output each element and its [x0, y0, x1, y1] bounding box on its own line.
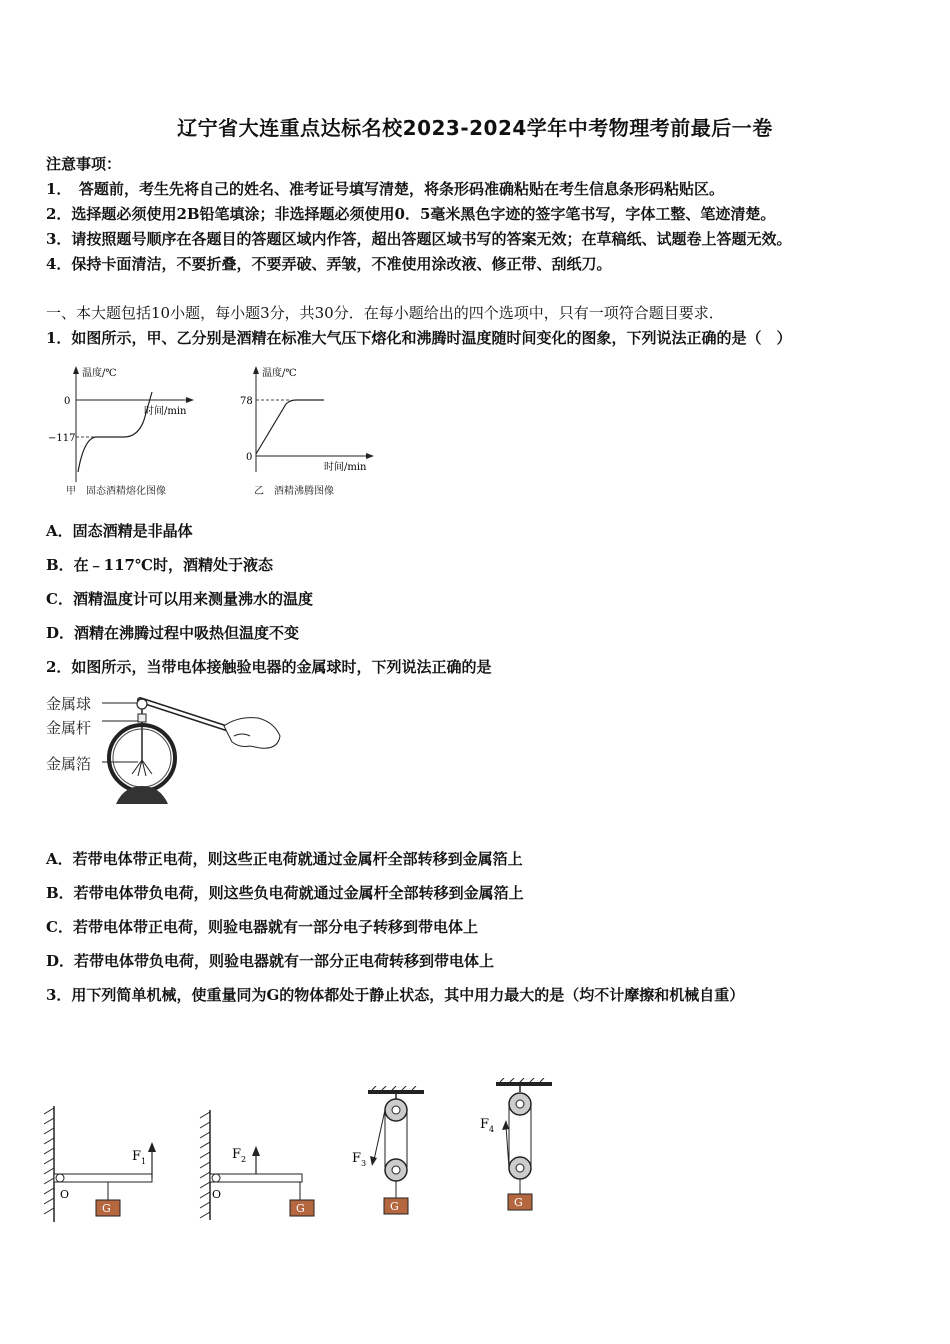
force-f3-label: F: [352, 1151, 362, 1166]
force-f2-sub: 2: [241, 1155, 247, 1164]
notice-item: 3．请按照题号顺序在各题目的答题区域内作答，超出答题区域书写的答案无效；在草稿纸、试题卷上答题无效。: [46, 230, 792, 248]
melting-graph: [40, 362, 200, 502]
label-metal-ball: 金属球: [46, 695, 92, 713]
force-f4-label: F: [480, 1117, 490, 1132]
question-2-stem: 2．如图所示，当带电体接触验电器的金属球时，下列说法正确的是: [46, 658, 492, 676]
q1-option-b: B．在﹣117℃时，酒精处于液态: [46, 556, 273, 574]
weight-g-label: G: [102, 1202, 111, 1215]
graph-b-tick-78: 78: [240, 396, 253, 407]
weight-g-label: G: [514, 1196, 523, 1209]
page-title: 辽宁省大连重点达标名校2023-2024学年中考物理考前最后一卷: [177, 116, 773, 140]
pulley-4-figure: [474, 1078, 554, 1220]
graph-a-tick-neg: −117: [48, 433, 76, 444]
section-heading: 一、本大题包括10小题，每小题3分，共30分．在每小题给出的四个选项中，只有一项符合题目要求．: [46, 304, 724, 322]
q1-option-a: A．固态酒精是非晶体: [46, 522, 193, 540]
question-3-stem: 3．用下列简单机械，使重量同为G的物体都处于静止状态，其中用力最大的是（均不计摩擦和机械自重）: [46, 986, 745, 1004]
pivot-o-label: O: [212, 1188, 222, 1201]
graph-b-tick-0: 0: [246, 452, 253, 463]
weight-g-label: G: [296, 1202, 305, 1215]
force-f3-sub: 3: [361, 1159, 367, 1168]
force-f2-label: F: [232, 1147, 242, 1162]
q2-option-c: C．若带电体带正电荷，则验电器就有一部分电子转移到带电体上: [46, 918, 478, 936]
lever-1-figure: [40, 1100, 170, 1228]
force-f1-label: F: [132, 1149, 142, 1164]
graph-b-caption: 乙 酒精沸腾图像: [254, 486, 334, 497]
pivot-o-label: O: [60, 1188, 70, 1201]
question-1-stem: 1．如图所示，甲、乙分别是酒精在标准大气压下熔化和沸腾时温度随时间变化的图象，下列说法正确的是（ ）: [46, 329, 792, 347]
force-f4-sub: 4: [489, 1125, 495, 1134]
boiling-graph: [234, 362, 384, 480]
q2-option-b: B．若带电体带负电荷，则这些负电荷就通过金属杆全部转移到金属箔上: [46, 884, 524, 902]
graph-a-caption: 甲 固态酒精熔化图像: [66, 486, 166, 497]
q1-option-d: D．酒精在沸腾过程中吸热但温度不变: [46, 624, 300, 642]
graph-b-ylabel: 温度/℃: [262, 368, 297, 379]
graph-a-tick-0: 0: [64, 396, 71, 407]
graph-b-xlabel: 时间/min: [324, 462, 367, 473]
notice-item: 1． 答题前，考生先将自己的姓名、准考证号填写清楚，将条形码准确粘贴在考生信息条形码粘贴区。: [46, 180, 724, 198]
force-f1-sub: 1: [141, 1157, 147, 1166]
lever-2-figure: [196, 1108, 326, 1226]
graph-a-xlabel: 时间/min: [144, 406, 187, 417]
electroscope-figure: [100, 686, 285, 810]
weight-g-label: G: [390, 1200, 399, 1213]
q2-option-d: D．若带电体带负电荷，则验电器就有一部分正电荷转移到带电体上: [46, 952, 495, 970]
notice-item: 2．选择题必须使用2B铅笔填涂；非选择题必须使用0．5毫米黑色字迹的签字笔书写，字体工整、笔迹清楚。: [46, 205, 776, 223]
label-metal-foil: 金属箔: [46, 755, 92, 773]
q2-option-a: A．若带电体带正电荷，则这些正电荷就通过金属杆全部转移到金属箔上: [46, 850, 523, 868]
notice-heading: 注意事项：: [46, 155, 122, 173]
graph-a-ylabel: 温度/℃: [82, 368, 117, 379]
pulley-3-figure: [350, 1086, 430, 1228]
label-metal-rod: 金属杆: [46, 719, 92, 737]
notice-item: 4．保持卡面清洁，不要折叠，不要弄破、弄皱，不准使用涂改液、修正带、刮纸刀。: [46, 255, 612, 273]
q1-option-c: C．酒精温度计可以用来测量沸水的温度: [46, 590, 313, 608]
